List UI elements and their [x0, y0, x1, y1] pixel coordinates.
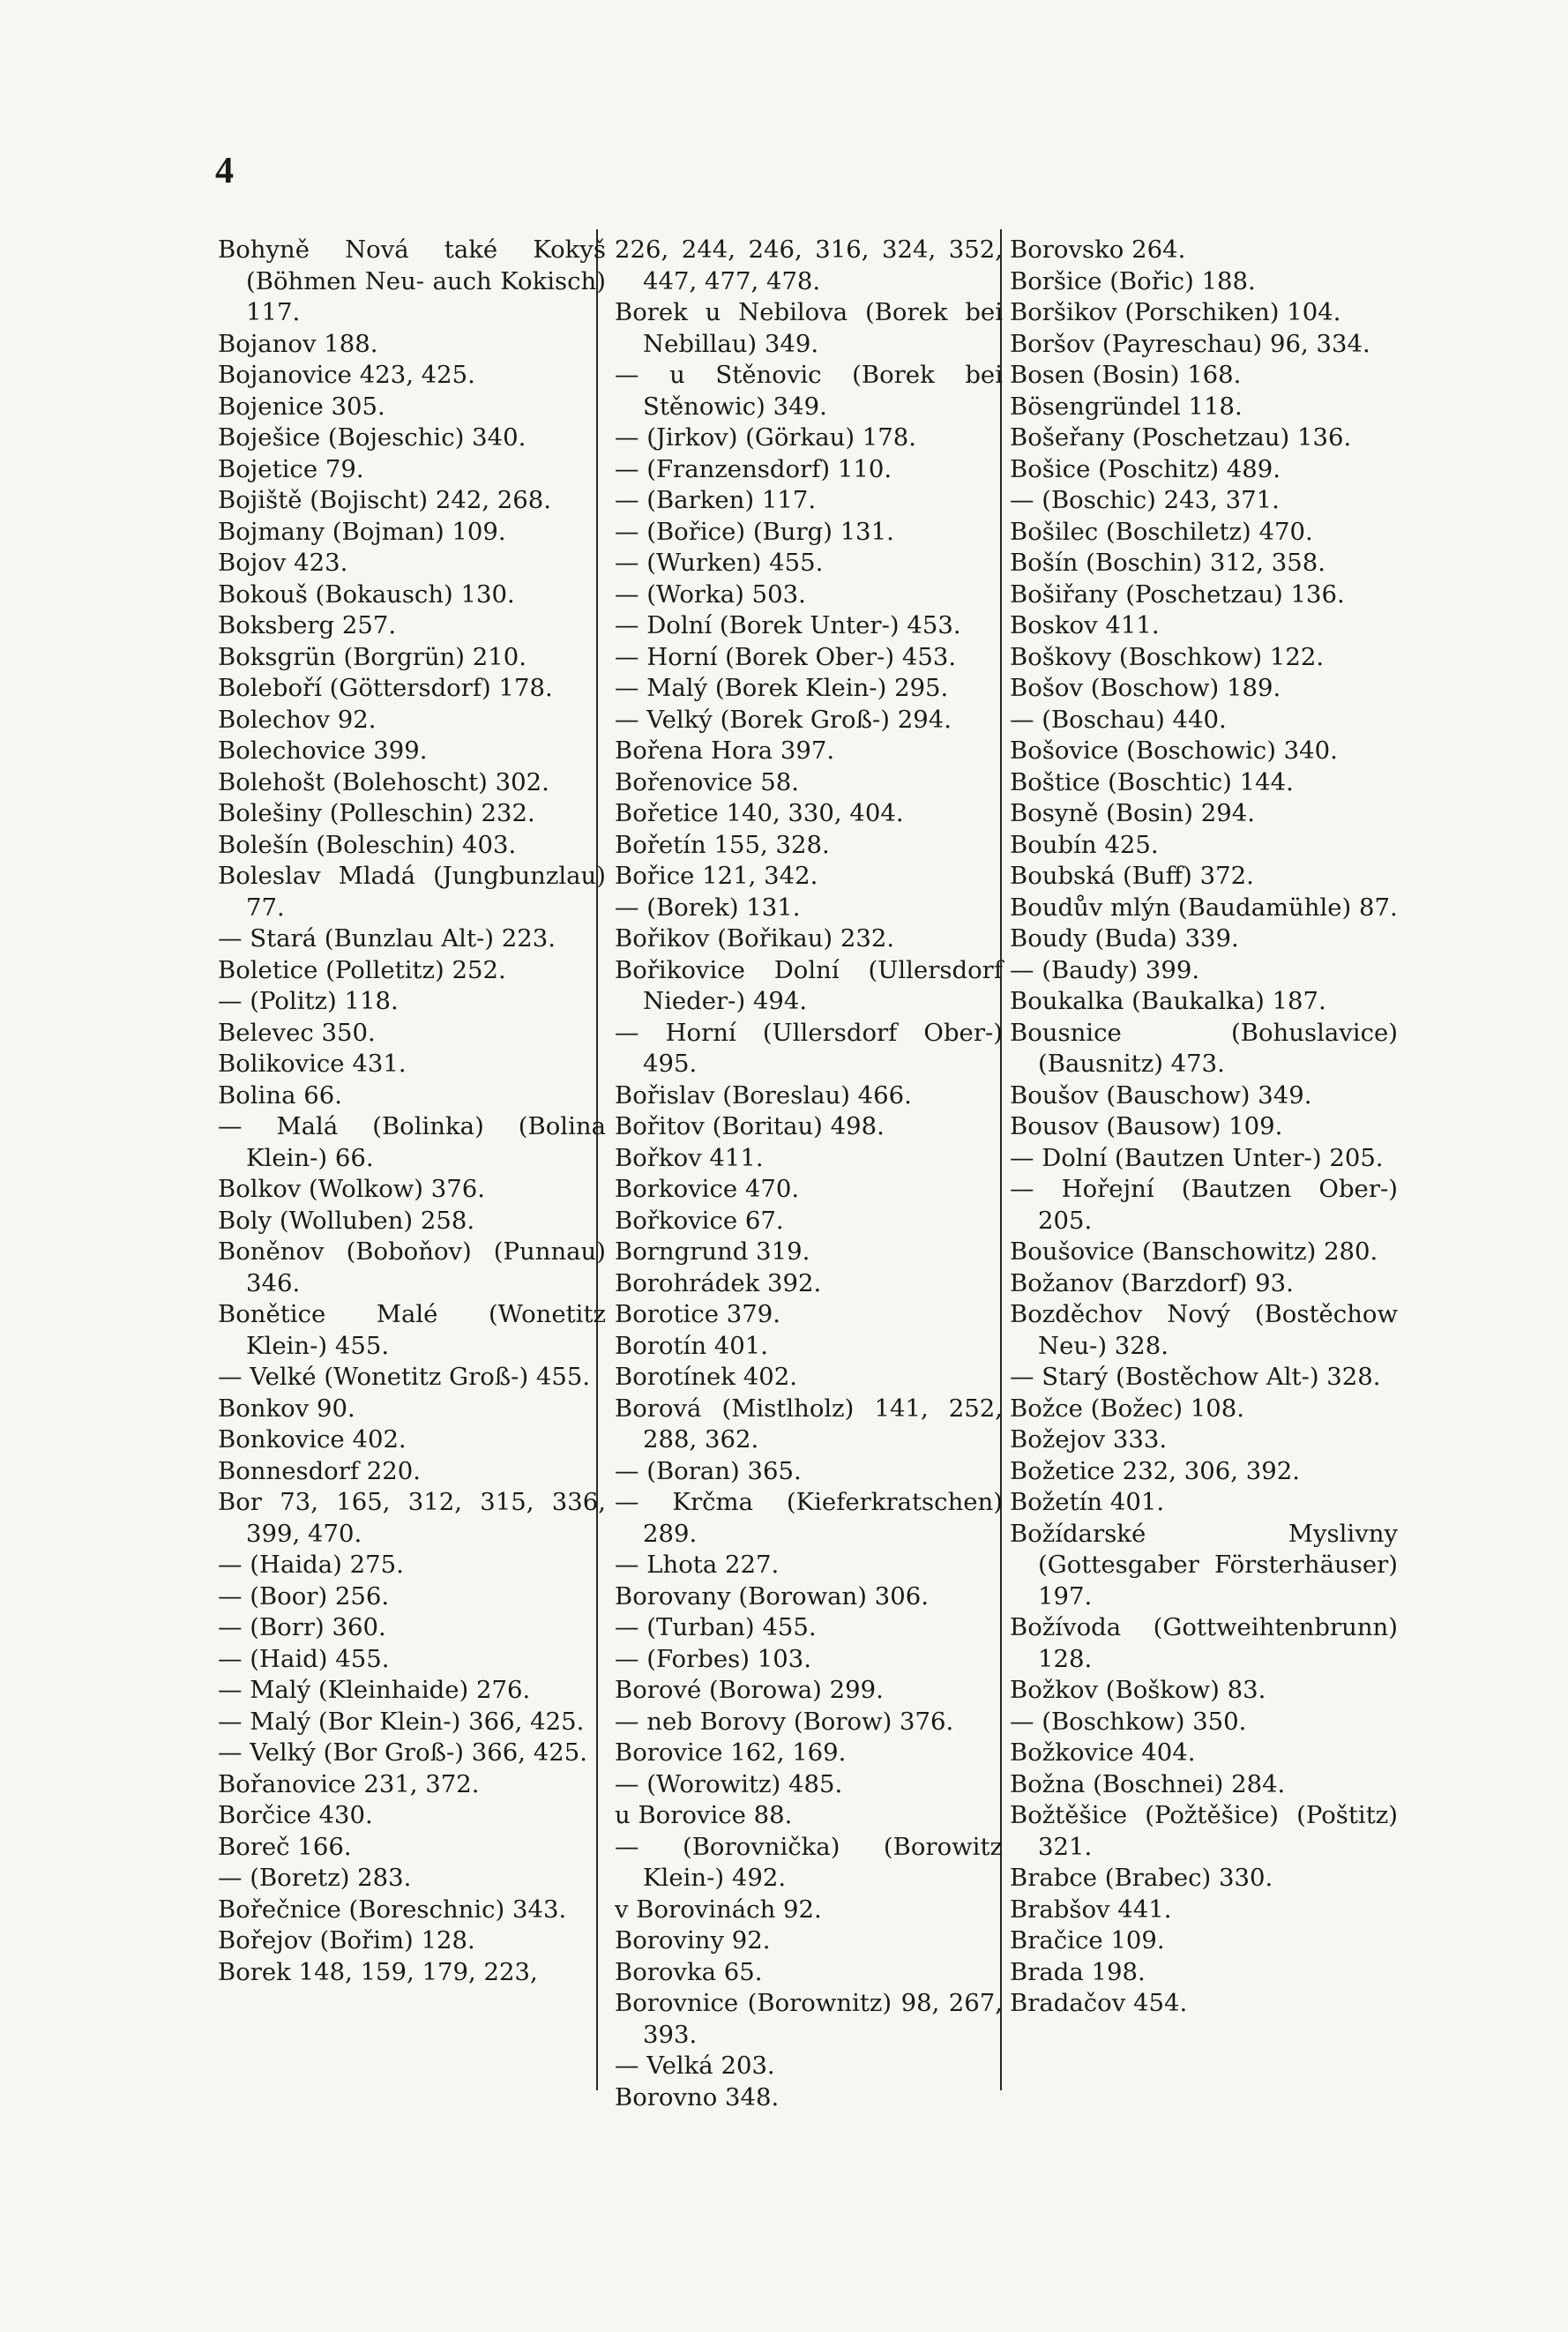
index-entry: Bonětice Malé (Wonetitz Klein-) 455.	[218, 1300, 606, 1360]
index-entry: Bořanovice 231, 372.	[218, 1769, 480, 1798]
index-column-3	[1010, 235, 1398, 2020]
index-entry: Božkovice 404.	[1010, 1738, 1196, 1767]
index-entry: Borová (Mistlholz) 141, 252, 288, 362.	[615, 1394, 1003, 1454]
index-column-1	[218, 235, 606, 1988]
index-entry: Boršice (Bořic) 188.	[1010, 266, 1256, 295]
index-entry: Bořikov (Bořikau) 232.	[615, 924, 895, 953]
index-entry: Bojetice 79.	[218, 454, 364, 483]
index-entry: Božna (Boschnei) 284.	[1010, 1769, 1286, 1798]
index-entry: Bolikovice 431.	[218, 1050, 407, 1078]
index-entry: Božce (Božec) 108.	[1010, 1394, 1245, 1423]
index-entry: Borek 148, 159, 179, 223,	[218, 1957, 538, 1986]
index-entry: Borovnice (Borownitz) 98, 267, 393.	[615, 1989, 1003, 2049]
index-entry: — (Barken) 117.	[615, 486, 817, 514]
index-entry: Borotín 401.	[615, 1331, 768, 1360]
index-entry: Bösengründel 118.	[1010, 392, 1243, 421]
index-entry: — Velký (Bor Groß-) 366, 425.	[218, 1738, 587, 1767]
index-entry: Boješice (Bojeschic) 340.	[218, 423, 526, 452]
index-entry: — (Haida) 275.	[218, 1551, 404, 1579]
index-entry: Bonkov 90.	[218, 1394, 355, 1423]
index-entry: Boušovice (Banschowitz) 280.	[1010, 1237, 1378, 1266]
index-entry: Borové (Borowa) 299.	[615, 1676, 884, 1704]
index-entry: Bousnice (Bohuslavice) (Bausnitz) 473.	[1010, 1018, 1398, 1078]
index-entry: — Malý (Bor Klein-) 366, 425.	[218, 1707, 585, 1736]
index-entry: Borovno 348.	[615, 2082, 780, 2112]
index-entry: Borohrádek 392.	[615, 1268, 822, 1297]
index-entry: Bošín (Boschin) 312, 358.	[1010, 549, 1326, 577]
index-entry: — (Borovnička) (Borowitz Klein-) 492.	[615, 1832, 1003, 1892]
index-entry: Bolina 66.	[218, 1080, 342, 1110]
index-entry: Boršov (Payreschau) 96, 334.	[1010, 329, 1370, 358]
index-entry: Bošeřany (Poschetzau) 136.	[1010, 423, 1352, 452]
index-entry: Bojanov 188.	[218, 329, 378, 358]
index-entry: Borovka 65.	[615, 1957, 763, 1986]
index-entry: Boušov (Bauschow) 349.	[1010, 1080, 1312, 1110]
index-entry: Boleboří (Göttersdorf) 178.	[218, 674, 553, 702]
index-entry: — (Borek) 131.	[615, 893, 801, 922]
index-entry: Bolechov 92.	[218, 705, 377, 734]
index-entry: Brabšov 441.	[1010, 1895, 1172, 1924]
index-entry: — (Bořice) (Burg) 131.	[615, 517, 894, 546]
index-entry: Božejov 333.	[1010, 1425, 1168, 1454]
index-entry: Borotínek 402.	[615, 1363, 797, 1391]
index-entry: — Malý (Kleinhaide) 276.	[218, 1676, 531, 1704]
index-entry: — Horní (Borek Ober-) 453.	[615, 642, 957, 671]
index-entry: Boštice (Boschtic) 144.	[1010, 767, 1294, 796]
index-entry: Boršikov (Porschiken) 104.	[1010, 298, 1341, 326]
index-entry: Boškovy (Boschkow) 122.	[1010, 642, 1325, 671]
index-entry: Bolešín (Boleschin) 403.	[218, 830, 517, 859]
index-entry: — (Boretz) 283.	[218, 1864, 412, 1892]
index-entry: — (Forbes) 103.	[615, 1644, 811, 1673]
index-entry: Bořetín 155, 328.	[615, 830, 830, 859]
index-entry: Bořena Hora 397.	[615, 736, 835, 765]
index-entry: Bolkov (Wolkow) 376.	[218, 1175, 485, 1203]
index-entry: Bořice 121, 342.	[615, 862, 818, 890]
index-entry: Borovany (Borowan) 306.	[615, 1581, 929, 1611]
index-entry: Bořetice 140, 330, 404.	[615, 799, 904, 827]
index-entry: — Velká 203.	[615, 2052, 775, 2080]
index-entry: Bošov (Boschow) 189.	[1010, 674, 1281, 702]
index-entry: — Horní (Ullersdorf Ober-) 495.	[615, 1018, 1003, 1078]
index-entry: — (Borr) 360.	[218, 1613, 386, 1641]
index-entry: Bořkovice 67.	[615, 1206, 784, 1235]
index-entry: — (Boschic) 243, 371.	[1010, 486, 1280, 514]
index-entry: Bonkovice 402.	[218, 1425, 407, 1454]
index-entry: Bojenice 305.	[218, 392, 385, 421]
index-entry: Brabce (Brabec) 330.	[1010, 1864, 1273, 1892]
index-entry: — Malá (Bolinka) (Bolina Klein-) 66.	[218, 1112, 606, 1172]
index-entry: — (Boran) 365.	[615, 1456, 802, 1485]
index-entry: Boubská (Buff) 372.	[1010, 862, 1254, 890]
index-entry: — (Politz) 118.	[218, 987, 399, 1015]
index-entry: Božkov (Boškow) 83.	[1010, 1676, 1266, 1704]
page-number: 4	[215, 151, 234, 191]
index-entry: Bořislav (Boreslau) 466.	[615, 1080, 912, 1110]
index-entry: Boletice (Polletitz) 252.	[218, 955, 506, 984]
index-entry: — (Baudy) 399.	[1010, 955, 1200, 984]
index-entry: Bošovice (Boschowic) 340.	[1010, 736, 1338, 765]
index-entry: Bošiřany (Poschetzau) 136.	[1010, 579, 1345, 609]
index-column-2	[615, 235, 1003, 2113]
index-entry: Boudy (Buda) 339.	[1010, 924, 1239, 953]
index-entry: Bořitov (Boritau) 498.	[615, 1112, 885, 1140]
index-entry: Bolechovice 399.	[218, 736, 428, 765]
index-entry: — (Franzensdorf) 110.	[615, 454, 892, 483]
index-entry: Bořenovice 58.	[615, 767, 799, 796]
index-entry: u Borovice 88.	[615, 1801, 793, 1829]
index-entry: Bokouš (Bokausch) 130.	[218, 579, 515, 609]
index-entry: Bošilec (Boschiletz) 470.	[1010, 517, 1313, 546]
index-entry: — Dolní (Bautzen Unter-) 205.	[1010, 1143, 1384, 1172]
index-entry: Bohyně Nová také Kokyš (Böhmen Neu- auch Kokisch) 117.	[218, 235, 606, 326]
index-entry: Bošice (Poschitz) 489.	[1010, 454, 1281, 483]
index-entry: v Borovinách 92.	[615, 1895, 822, 1924]
index-entry: — (Haid) 455.	[218, 1644, 390, 1673]
index-entry: Boksberg 257.	[218, 611, 397, 639]
index-entry: Božanov (Barzdorf) 93.	[1010, 1268, 1294, 1297]
index-entry: Boukalka (Baukalka) 187.	[1010, 987, 1326, 1015]
index-entry: Božídarské Myslivny (Gottesgaber Försterhäuser) 197.	[1010, 1519, 1398, 1611]
index-entry: Božívoda (Gottweihtenbrunn) 128.	[1010, 1613, 1398, 1673]
index-entry: — Velké (Wonetitz Groß-) 455.	[218, 1363, 591, 1391]
index-entry: — Velký (Borek Groß-) 294.	[615, 705, 952, 734]
index-entry: Bonnesdorf 220.	[218, 1456, 422, 1485]
index-entry: Bosen (Bosin) 168.	[1010, 361, 1242, 389]
index-entry: — (Turban) 455.	[615, 1613, 817, 1641]
index-entry: Bořikovice Dolní (Ullersdorf Nieder-) 494.	[615, 955, 1003, 1015]
index-entry: Bolešiny (Polleschin) 232.	[218, 799, 535, 827]
index-entry: Bousov (Bausow) 109.	[1010, 1112, 1283, 1140]
index-entry: Borotice 379.	[615, 1300, 780, 1328]
index-entry: — (Worowitz) 485.	[615, 1769, 843, 1798]
index-entry: — u Stěnovic (Borek bei Stěnowic) 349.	[615, 361, 1003, 421]
index-entry: Boubín 425.	[1010, 830, 1159, 859]
index-entry: — Lhota 227.	[615, 1551, 780, 1579]
index-entry: Božetín 401.	[1010, 1488, 1165, 1516]
index-entry: Boly (Wolluben) 258.	[218, 1206, 475, 1235]
index-entry: — Stará (Bunzlau Alt-) 223.	[218, 924, 556, 953]
index-entry: Bojiště (Bojischt) 242, 268.	[218, 486, 552, 514]
index-entry: Brada 198.	[1010, 1957, 1146, 1986]
index-entry: Boskov 411.	[1010, 611, 1160, 639]
index-entry: — (Boschkow) 350.	[1010, 1707, 1247, 1736]
index-entry: Borek u Nebilova (Borek bei Nebillau) 349.	[615, 298, 1003, 358]
index-entry: — (Worka) 503.	[615, 579, 806, 609]
index-entry: — Hořejní (Bautzen Ober-) 205.	[1010, 1175, 1398, 1235]
index-entry: Bořkov 411.	[615, 1143, 764, 1172]
index-entry: — Malý (Borek Klein-) 295.	[615, 674, 949, 702]
index-entry: Borovice 162, 169.	[615, 1738, 847, 1767]
index-entry: Bozděchov Nový (Bostěchow Neu-) 328.	[1010, 1300, 1398, 1360]
index-entry: Borovsko 264.	[1010, 235, 1186, 264]
index-entry: — Krčma (Kieferkratschen) 289.	[615, 1488, 1003, 1548]
index-entry: Borkovice 470.	[615, 1175, 800, 1203]
index-entry: Boreč 166.	[218, 1832, 352, 1861]
index-entry: — (Wurken) 455.	[615, 549, 824, 577]
index-entry: Bořejov (Bořim) 128.	[218, 1926, 475, 1955]
index-entry: Bračice 109.	[1010, 1926, 1165, 1955]
index-entry: Bosyně (Bosin) 294.	[1010, 799, 1255, 827]
index-entry: Bojov 423.	[218, 549, 348, 577]
index-entry: Bořečnice (Boreschnic) 343.	[218, 1895, 567, 1924]
index-entry: Bor 73, 165, 312, 315, 336, 399, 470.	[218, 1488, 606, 1548]
index-entry: Borčice 430.	[218, 1801, 373, 1829]
index-entry: Božetice 232, 306, 392.	[1010, 1456, 1300, 1485]
index-entry: Boroviny 92.	[615, 1926, 771, 1955]
index-entry: — Dolní (Borek Unter-) 453.	[615, 611, 961, 639]
index-entry: Božtěšice (Požtěšice) (Poštitz) 321.	[1010, 1801, 1398, 1861]
index-entry: Borngrund 319.	[615, 1237, 810, 1266]
index-entry: Belevec 350.	[218, 1018, 376, 1047]
index-entry: — (Boor) 256.	[218, 1581, 390, 1611]
index-entry: — neb Borovy (Borow) 376.	[615, 1707, 954, 1736]
index-entry: Bolehošt (Bolehoscht) 302.	[218, 767, 549, 796]
index-entry: Bojanovice 423, 425.	[218, 361, 475, 389]
index-entry: — Starý (Bostěchow Alt-) 328.	[1010, 1363, 1381, 1391]
index-entry: Bojmany (Bojman) 109.	[218, 517, 506, 546]
index-entry: Bradačov 454.	[1010, 1989, 1188, 2017]
index-entry: — (Jirkov) (Görkau) 178.	[615, 423, 917, 452]
index-entry: Boksgrün (Borgrün) 210.	[218, 642, 526, 671]
index-entry: — (Boschau) 440.	[1010, 705, 1227, 734]
index-entry: Boleslav Mladá (Jungbunzlau) 77.	[218, 862, 606, 922]
index-entry: Boněnov (Boboňov) (Punnau) 346.	[218, 1237, 606, 1297]
index-entry: Boudův mlýn (Baudamühle) 87.	[1010, 893, 1398, 922]
index-entry: 226, 244, 246, 316, 324, 352, 447, 477, 478.	[615, 235, 1003, 295]
